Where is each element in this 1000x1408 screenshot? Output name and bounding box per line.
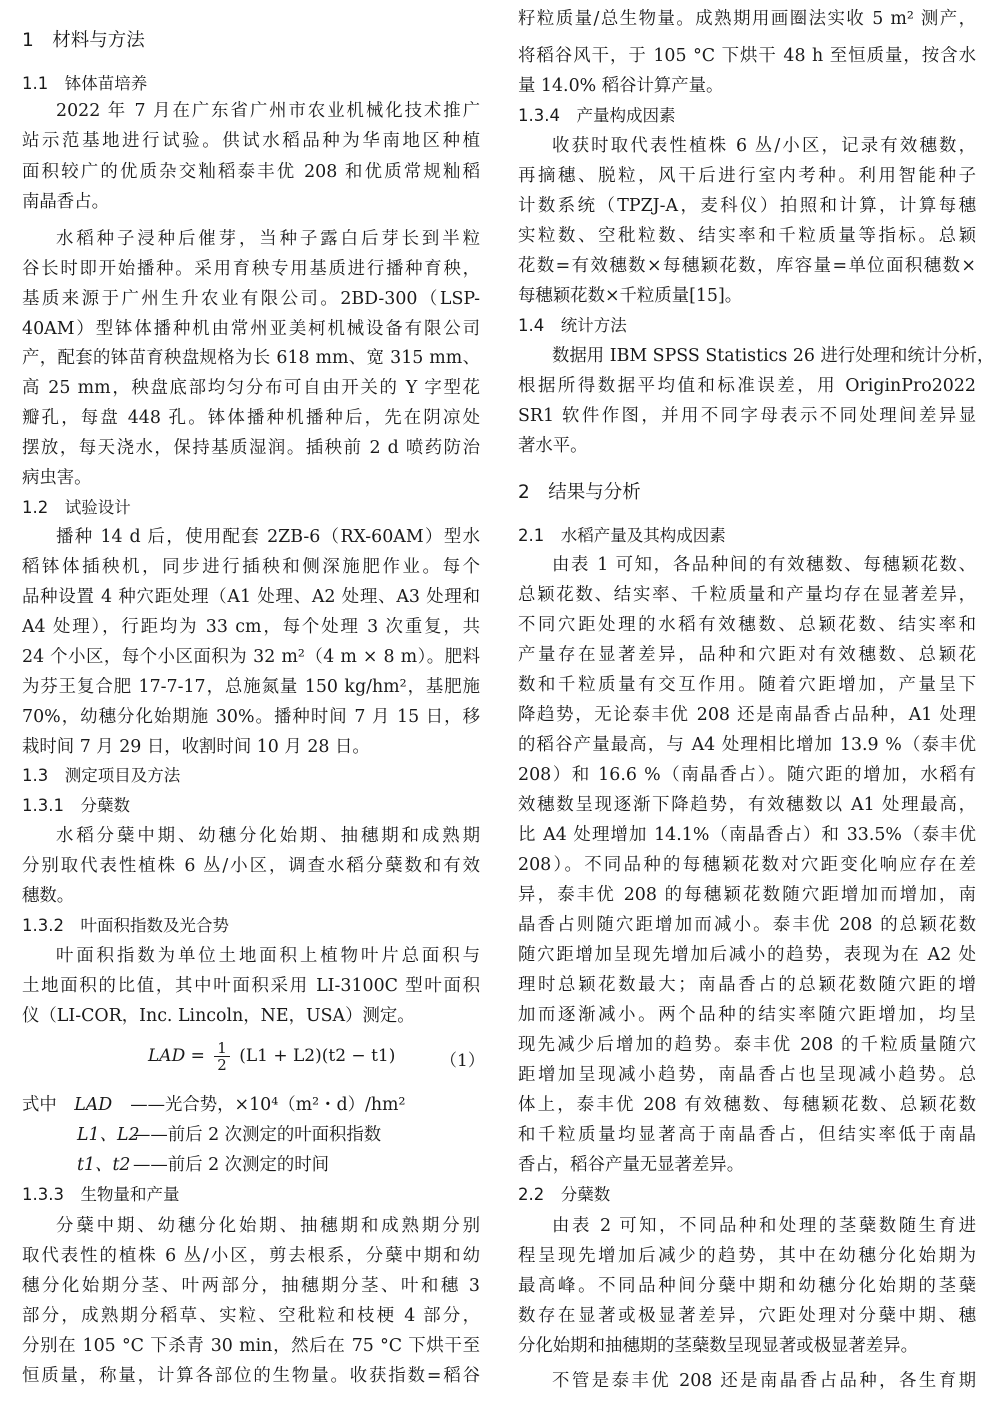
paragraph-line: 40AM）型钵体播种机由常州亚美柯机械设备有限公司 [22,319,480,339]
paragraph-line: 基质来源于广州生升农业有限公司。2BD-300（LSP- [22,289,480,309]
subsection-1-3-2-title: 1.3.2 叶面积指数及光合势 [22,916,229,935]
paragraph-line: 穗数。 [22,886,75,906]
section-2-title: 2 结果与分析 [518,482,641,503]
formula-lhs: LAD [148,1046,186,1066]
paragraph-line: 体上，泰丰优 208 有效穗数、每穗颖花数、总颖花数 [518,1095,976,1115]
paragraph-line: 总颖花数、结实率、千粒质量和产量均存在显著差异， [518,585,976,605]
variable-definition [22,1090,406,1120]
paragraph-line: 晶香占则随穴距增加而减小。泰丰优 208 的总颖花数 [518,915,976,935]
paragraph-line: 程呈现先增加后减少的趋势，其中在幼穗分化始期为 [518,1246,976,1266]
paragraph-line: 随穴距增加呈现先增加后减小的趋势，表现为在 A2 处 [518,945,976,965]
paragraph-line: 加而逐渐减小。两个品种的结实率随穴距增加，均呈 [518,1005,976,1025]
formula-numerator: 1 [214,1040,230,1057]
paragraph-line: 数据用 IBM SPSS Statistics 26 进行处理和统计分析， [552,346,995,366]
paragraph-line: 高 25 mm，秧盘底部均匀分布可自由开关的 Y 字型花 [22,378,480,398]
paragraph-line: 播种 14 d 后，使用配套 2ZB-6（RX-60AM）型水 [56,527,480,547]
paragraph-line: 瓣孔，每盘 448 孔。钵体播种机播种后，先在阴凉处 [22,408,480,428]
paragraph-line: SR1 软件作图，并用不同字母表示不同处理间差异显 [518,406,976,426]
paragraph-line: 品种设置 4 种穴距处理（A1 处理、A2 处理、A3 处理和 [22,587,480,607]
paragraph-line: 水稻种子浸种后催芽，当种子露白后芽长到半粒 [56,229,480,249]
paragraph-line: 计数系统（TPZJ-A，麦科仪）拍照和计算，计算每穗 [518,196,976,216]
paragraph-line: 理时总颖花数最大；南晶香占的总颖花数随穴距的增 [518,975,976,995]
subsection-1-3-title: 1.3 测定项目及方法 [22,766,181,785]
paragraph-line: 花数=有效穗数×每穗颖花数，库容量=单位面积穗数× [518,256,976,276]
subsection-1-4-title: 1.4 统计方法 [518,316,627,335]
paragraph-line: 站示范基地进行试验。供试水稻品种为华南地区种植 [22,131,480,151]
paragraph-line: 降趋势，无论泰丰优 208 还是南晶香占品种，A1 处理 [518,705,976,725]
subsection-2-2-title: 2.2 分蘖数 [518,1185,611,1204]
paragraph-line: 为芬王复合肥 17-7-17，总施氮量 150 kg/hm²，基肥施 [22,677,480,697]
subsection-1-2-title: 1.2 试验设计 [22,498,131,517]
definition-text: ——前后 2 次测定的时间 [133,1155,330,1175]
paragraph-line: 数和千粒质量有交互作用。随着穴距增加，产量呈下 [518,675,976,695]
paragraph-line: 产量存在显著差异，品种和穴距对有效穗数、总颖花 [518,645,976,665]
paragraph-line: 水稻分蘖中期、幼穗分化始期、抽穗期和成熟期 [56,826,480,846]
paragraph-line: 分蘖中期、幼穗分化始期、抽穗期和成熟期分别 [56,1216,480,1236]
paragraph-line: 稻钵体插秧机，同步进行插秧和侧深施肥作业。每个 [22,557,480,577]
paragraph-line: 效穗数呈现逐渐下降趋势，有效穗数以 A1 处理最高， [518,795,976,815]
paragraph-line: 仪（LI-COR，Inc. Lincoln，NE，USA）测定。 [22,1006,415,1026]
paragraph-line: 根据所得数据平均值和标准误差，用 OriginPro2022 [518,376,976,396]
symbol-l: L1、L2 [77,1125,140,1145]
paragraph-line: 现先减少后增加的趋势。泰丰优 208 的千粒质量随穴 [518,1035,976,1055]
paragraph-line: 著水平。 [518,436,588,456]
paragraph-line: 由表 1 可知，各品种间的有效穗数、每穗颖花数、 [552,555,976,575]
paragraph-line: 量 14.0% 稻谷计算产量。 [518,76,724,96]
paragraph-line: 208）。不同品种的每穗颖花数对穴距变化响应存在差 [518,855,976,875]
equation-1 [148,1040,395,1078]
paragraph-line: 再摘穗、脱粒，风干后进行室内考种。利用智能种子 [518,166,976,186]
paragraph-line: 南晶香占。 [22,192,109,212]
paragraph-line: 208）和 16.6 %（南晶香占）。随穴距的增加，水稻有 [518,765,976,785]
symbol-t: t1、t2 [77,1155,131,1175]
paragraph-line: 24 个小区，每个小区面积为 32 m²（4 m × 8 m）。肥料 [22,647,480,667]
subsection-1-1-title: 1.1 钵体苗培养 [22,74,148,93]
paragraph-line: 不管是泰丰优 208 还是南晶香占品种，各生育期 [552,1371,976,1391]
paragraph-line: 2022 年 7 月在广东省广州市农业机械化技术推广 [56,101,480,121]
paragraph-line: 香占，稻谷产量无显著差异。 [518,1155,745,1175]
paragraph-line: 异，泰丰优 208 的每穗颖花数随穴距增加而增加，南 [518,885,976,905]
variable-definition [77,1120,381,1150]
paragraph-line: 穗分化始期分茎、叶两部分，抽穗期分茎、叶和穗 3 [22,1276,480,1296]
paragraph-line: A4 处理），行距均为 33 cm，每个处理 3 次重复，共 [22,617,480,637]
subsection-1-3-1-title: 1.3.1 分蘖数 [22,796,130,815]
paragraph-line: 恒质量，称量，计算各部位的生物量。收获指数=稻谷 [22,1366,480,1386]
paragraph-line: 收获时取代表性植株 6 丛/小区，记录有效穗数， [552,136,976,156]
paragraph-line: 摆放，每天浇水，保持基质湿润。插秧前 2 d 喷药防治 [22,438,480,458]
paragraph-line: 分别取代表性植株 6 丛/小区，调查水稻分蘖数和有效 [22,856,480,876]
subsection-2-1-title: 2.1 水稻产量及其构成因素 [518,526,726,545]
paragraph-line: 叶面积指数为单位土地面积上植物叶片总面积与 [56,946,480,966]
paragraph-line: 分别在 105 °C 下杀青 30 min，然后在 75 °C 下烘干至 [22,1336,480,1356]
definition-text: ——前后 2 次测定的叶面积指数 [133,1125,382,1145]
paragraph-line: 70%，幼穗分化始期施 30%。播种时间 7 月 15 日，移 [22,707,480,727]
section-1-title: 1 材料与方法 [22,30,145,51]
paragraph-line: 和千粒质量均显著高于南晶香占，但结实率低于南晶 [518,1125,976,1145]
paragraph-line: 谷长时即开始播种。采用育秧专用基质进行播种育秧， [22,259,480,279]
definition-text: ——光合势，×10⁴（m²・d）/hm² [130,1095,406,1115]
paragraph-line: 实粒数、空秕粒数、结实率和千粒质量等指标。总颖 [518,226,976,246]
subsection-1-3-4-title: 1.3.4 产量构成因素 [518,106,676,125]
formula-denominator: 2 [217,1056,227,1074]
paragraph-line: 数存在显著或极显著差异，穴距处理对分蘖中期、穗 [518,1306,976,1326]
formula-equals: = [190,1046,205,1066]
equation-number: （1） [440,1051,485,1071]
definitions-lead: 式中 [22,1095,57,1115]
paragraph-line: 由表 2 可知，不同品种和处理的茎蘖数随生育进 [552,1216,976,1236]
paragraph-line: 取代表性的植株 6 丛/小区，剪去根系，分蘖中期和幼 [22,1246,480,1266]
paragraph-line: 栽时间 7 月 29 日，收割时间 10 月 28 日。 [22,737,370,757]
paragraph-line: 部分，成熟期分稻草、实粒、空秕粒和枝梗 4 部分， [22,1306,480,1326]
formula-rhs: (L1 + L2)(t2 − t1) [239,1046,396,1066]
paragraph-line: 土地面积的比值，其中叶面积采用 LI-3100C 型叶面积 [22,976,480,996]
formula-fraction [214,1040,230,1073]
paragraph-line: 分化始期和抽穗期的茎蘖数呈现显著或极显著差异。 [518,1336,918,1356]
paragraph-line: 不同穴距处理的水稻有效穗数、总颖花数、结实率和 [518,615,976,635]
paragraph-line: 距增加呈现减小趋势，南晶香占也呈现减小趋势。总 [518,1065,976,1085]
paragraph-line: 每穗颖花数×千粒质量[15]。 [518,286,743,306]
paragraph-line: 最高峰。不同品种间分蘖中期和幼穗分化始期的茎蘖 [518,1276,976,1296]
paragraph-line: 将稻谷风干，于 105 °C 下烘干 48 h 至恒质量，按含水 [518,46,976,66]
paragraph-line: 籽粒质量/总生物量。成熟期用画圈法实收 5 m² 测产， [518,9,976,29]
paragraph-line: 面积较广的优质杂交籼稻泰丰优 208 和优质常规籼稻 [22,162,480,182]
paragraph-line: 产，配套的钵苗育秧盘规格为长 618 mm、宽 315 mm、 [22,348,480,368]
paragraph-line: 病虫害。 [22,468,92,488]
symbol-lad: LAD [74,1095,113,1115]
subsection-1-3-3-title: 1.3.3 生物量和产量 [22,1185,180,1204]
variable-definition [77,1150,329,1180]
paragraph-line: 比 A4 处理增加 14.1%（南晶香占）和 33.5%（泰丰优 [518,825,976,845]
paragraph-line: 的稻谷产量最高，与 A4 处理相比增加 13.9 %（泰丰优 [518,735,976,755]
